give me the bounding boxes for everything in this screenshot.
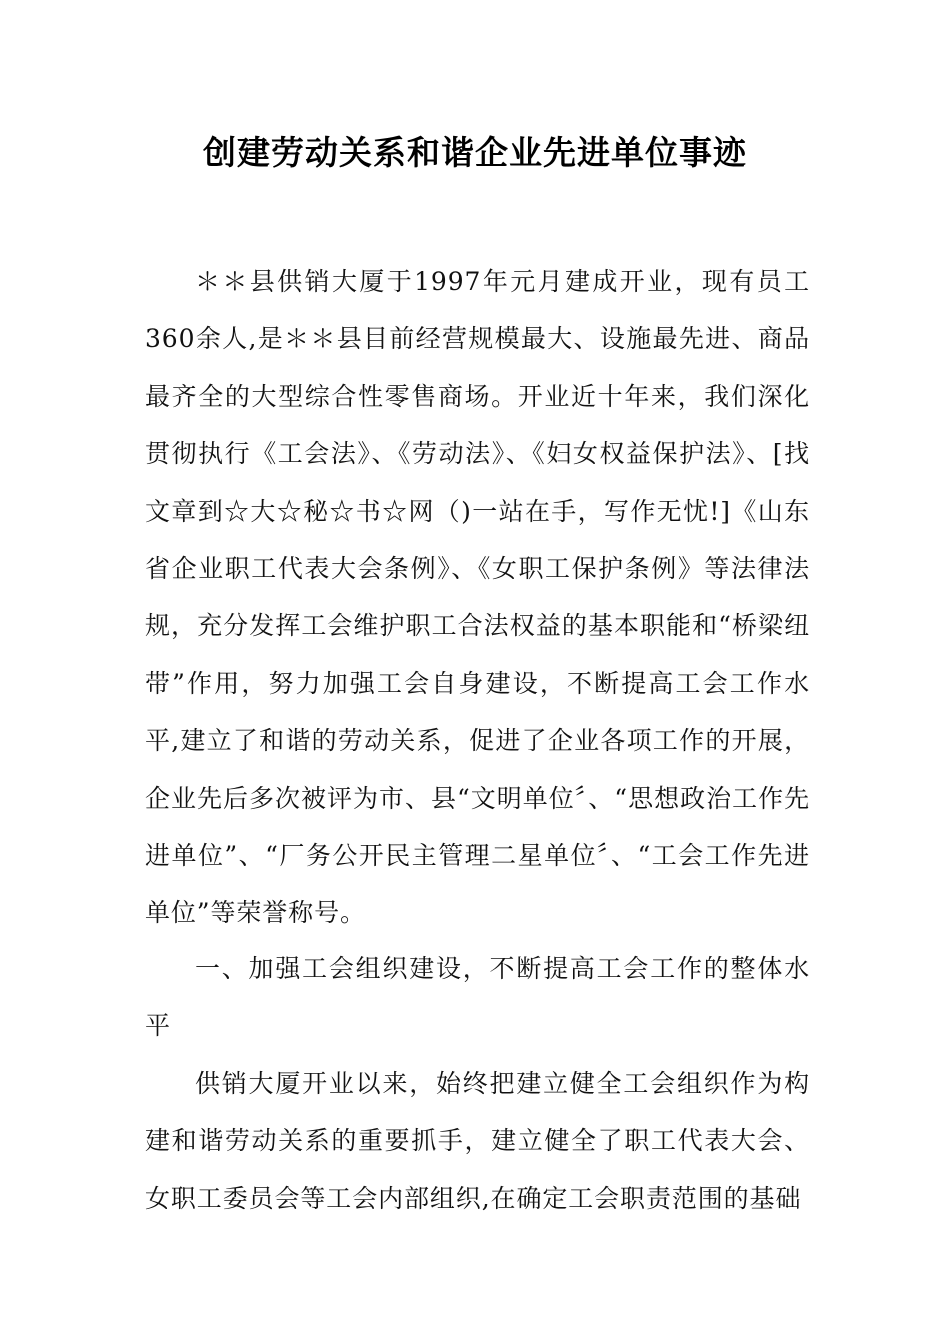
body-paragraph-intro: ＊＊县供销大厦于1997年元月建成开业，现有员工360余人,是＊＊县目前经营规模最大、设施最先进、商品最齐全的大型综合性零售商场。开业近十年来，我们深化贯彻执行《工会法》、《劳动法》、《妇女权益保护法》、[找文章到☆大☆秘☆书☆网（)一站在手，写作无忧!]《山东省企业职工代表大会条例》、《女职工保护条例》等法律法规，充分发挥工会维护职工合法权益的基本职能和“桥梁纽带”作用，努力加强工会自身建设，不断提高工会工作水平,建立了和谐的劳动关系，促进了企业各项工作的开展，企业先后多次被评为市、县“文明单位〞、“思想政治工作先进单位”、“厂务公开民主管理二星单位〞、“工会工作先进单位”等荣誉称号。 <box>145 267 810 928</box>
body-paragraph-section-one: 供销大厦开业以来，始终把建立健全工会组织作为构建和谐劳动关系的重要抓手，建立健全了职工代表大会、女职工委员会等工会内部组织,在确定工会职责范围的基础 <box>145 1069 810 1213</box>
section-heading-one: 一、加强工会组织建设，不断提高工会工作的整体水平 <box>145 954 810 1041</box>
document-title: 创建劳动关系和谐企业先进单位事迹 <box>203 133 747 172</box>
